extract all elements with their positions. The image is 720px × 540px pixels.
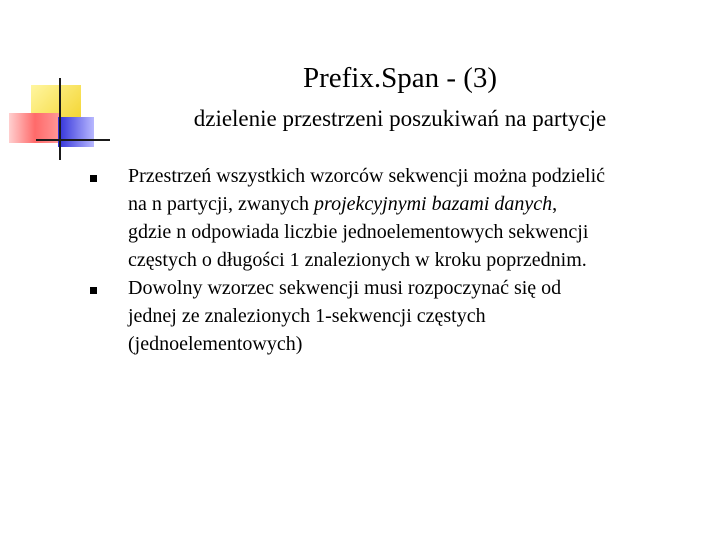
bullet-line	[128, 190, 710, 218]
slide-title: Prefix.Span - (3)	[302, 62, 498, 94]
bullet-item-partitions	[90, 162, 710, 274]
bullet-line: (jednoelementowych)	[128, 333, 303, 355]
italic-term: projekcyjnymi bazami danych	[314, 193, 553, 215]
bullet-line: Przestrzeń wszystkich wzorców sekwencji można podzielić	[128, 165, 606, 187]
bullet-line: gdzie n odpowiada liczbie jednoelementowych sekwencji	[128, 221, 589, 243]
bullet-line: częstych o długości 1 znalezionych w kroku poprzednim.	[128, 249, 587, 271]
bullet-line: Dowolny wzorzec sekwencji musi rozpoczynać się od	[128, 277, 562, 299]
bullet-text: ,	[552, 193, 558, 215]
bullet-text: na n partycji, zwanych	[128, 193, 315, 215]
corner-decoration	[0, 0, 120, 170]
square-bullet-icon	[90, 175, 97, 182]
square-bullet-icon	[90, 287, 97, 294]
bullet-item-pattern-start	[90, 274, 710, 358]
bullet-line: jednej ze znalezionych 1-sekwencji częstych	[128, 305, 486, 327]
slide-subtitle: dzielenie przestrzeni poszukiwań na partycje	[193, 106, 607, 131]
blue-bar	[58, 117, 94, 147]
red-bar	[9, 113, 61, 143]
bullet-list	[90, 162, 710, 358]
